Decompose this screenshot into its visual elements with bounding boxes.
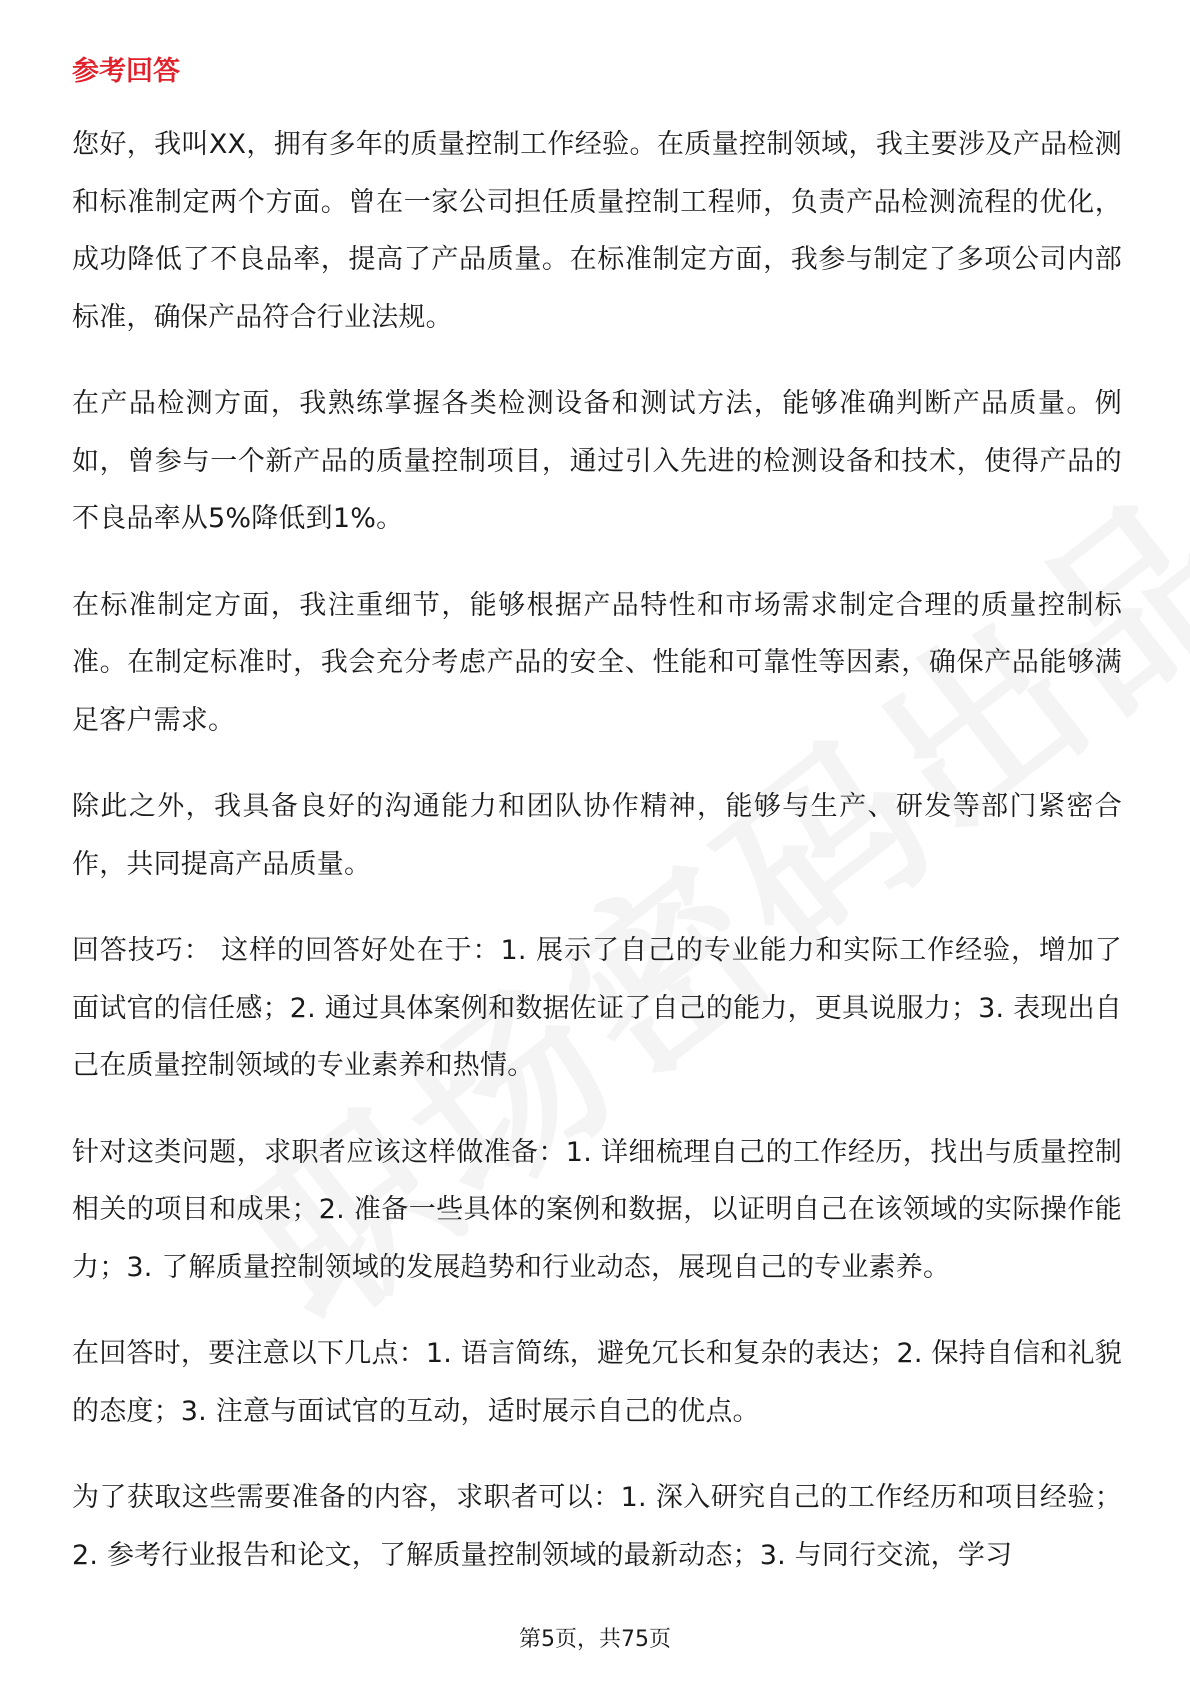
paragraph-tips: 回答技巧： 这样的回答好处在于：1. 展示了自己的专业能力和实际工作经验，增加了面试官的信任感；2. 通过具体案例和数据佐证了自己的能力，更具说服力；3. 表现出自己在质量控制领域的专业素养和热情。: [72, 935, 1122, 1081]
paragraph-intro: 您好，我叫XX，拥有多年的质量控制工作经验。在质量控制领域，我主要涉及产品检测和标准制定两个方面。曾在一家公司担任质量控制工程师，负责产品检测流程的优化，成功降低了不良品率，提高了产品质量。在标准制定方面，我参与制定了多项公司内部标准，确保产品符合行业法规。: [72, 129, 1122, 333]
paragraph-teamwork: 除此之外，我具备良好的沟通能力和团队协作精神，能够与生产、研发等部门紧密合作，共同提高产品质量。: [72, 791, 1122, 880]
paragraph-standards: 在标准制定方面，我注重细节，能够根据产品特性和市场需求制定合理的质量控制标准。在制定标准时，我会充分考虑产品的安全、性能和可靠性等因素，确保产品能够满足客户需求。: [72, 589, 1122, 736]
document-body: [72, 48, 1122, 1613]
paragraph-notes: 在回答时，要注意以下几点：1. 语言简练，避免冗长和复杂的表达；2. 保持自信和礼貌的态度；3. 注意与面试官的互动，适时展示自己的优点。: [72, 1338, 1122, 1427]
page-number: 第5页，共75页: [519, 1627, 671, 1652]
paragraph-inspection: 在产品检测方面，我熟练掌握各类检测设备和测试方法，能够准确判断产品质量。例如，曾参与一个新产品的质量控制项目，通过引入先进的检测设备和技术，使得产品的不良品率从5%降低到1%。: [72, 388, 1122, 534]
paragraph-preparation: 针对这类问题，求职者应该这样做准备：1. 详细梳理自己的工作经历，找出与质量控制相关的项目和成果；2. 准备一些具体的案例和数据，以证明自己在该领域的实际操作能力；3. 了解质量控制领域的发展趋势和行业动态，展现自己的专业素养。: [72, 1136, 1122, 1283]
paragraph-resources: 为了获取这些需要准备的内容，求职者可以：1. 深入研究自己的工作经历和项目经验；2. 参考行业报告和论文，了解质量控制领域的最新动态；3. 与同行交流，学习: [72, 1482, 1122, 1571]
section-heading: 参考回答: [72, 56, 180, 87]
